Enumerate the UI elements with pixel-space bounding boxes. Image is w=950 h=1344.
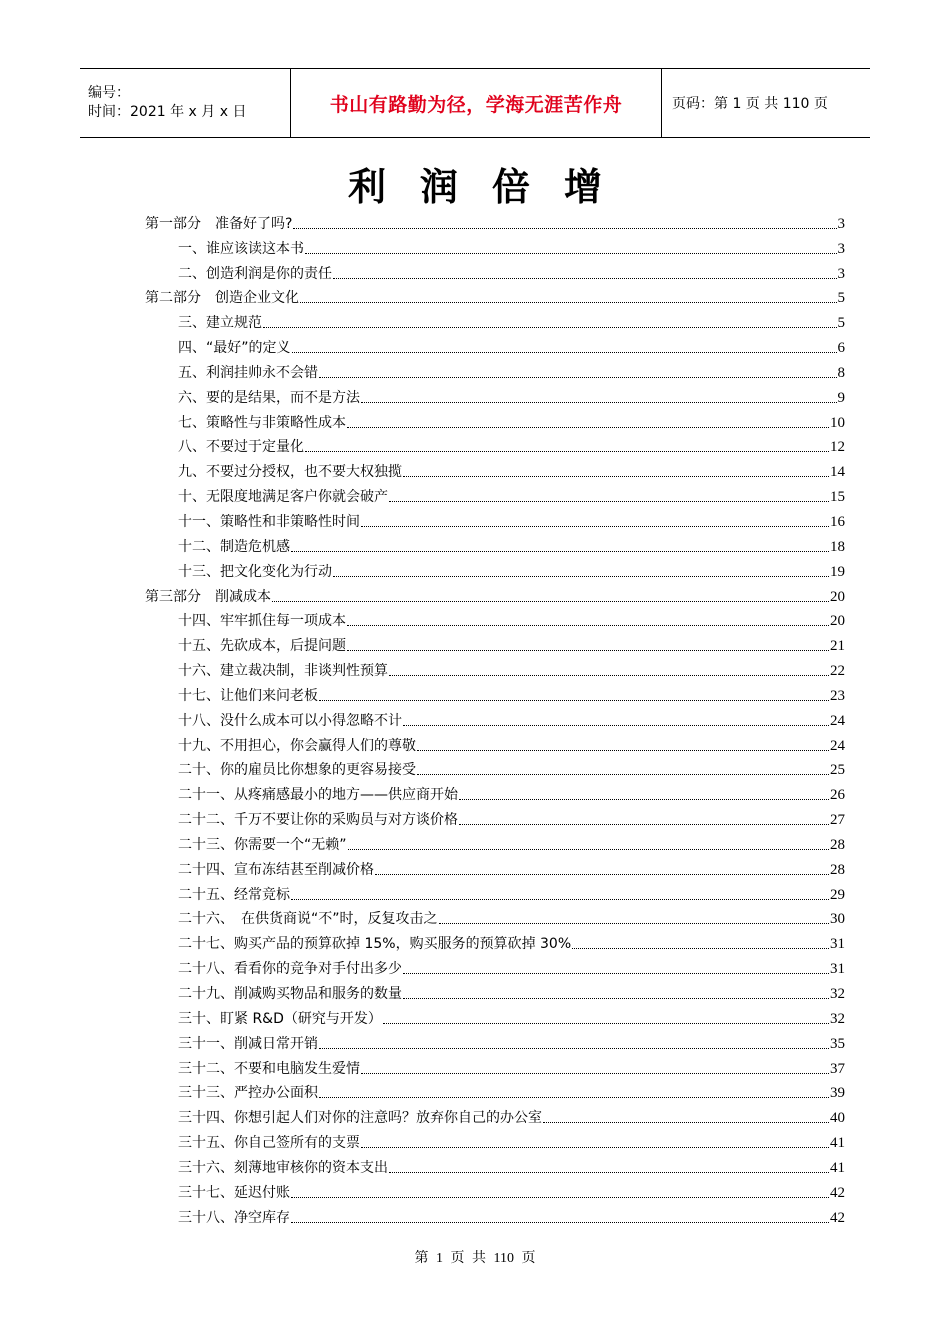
toc-entry-page: 35 [830, 1035, 845, 1052]
toc-entry-page: 42 [830, 1209, 845, 1226]
toc-entry-page: 14 [830, 464, 845, 481]
toc-dot-leader [403, 724, 829, 726]
toc-dot-leader [333, 575, 829, 577]
toc-entry-page: 12 [830, 439, 845, 456]
toc-entry-label: 二十八、看看你的竞争对手付出多少 [178, 961, 402, 978]
toc-chapter-row[interactable] [145, 357, 845, 382]
toc-entry-page: 25 [830, 762, 845, 779]
toc-chapter-row[interactable] [145, 1177, 845, 1202]
toc-entry-label: 十二、制造危机感 [178, 538, 290, 555]
toc-dot-leader [543, 1121, 829, 1123]
toc-entry-label: 三十三、严控办公面积 [178, 1085, 318, 1102]
toc-entry-label: 三十四、你想引起人们对你的注意吗？放弃你自己的办公室 [178, 1110, 542, 1127]
toc-entry-label: 七、策略性与非策略性成本 [178, 414, 346, 431]
toc-entry-page: 6 [837, 340, 845, 357]
toc-entry-label: 四、“最好”的定义 [178, 340, 291, 357]
toc-entry-label: 十七、让他们来问老板 [178, 687, 318, 704]
toc-entry-label: 十六、建立裁决制，非谈判性预算 [178, 663, 388, 680]
toc-entry-page: 26 [830, 787, 845, 804]
toc-dot-leader [361, 401, 837, 403]
toc-dot-leader [459, 823, 829, 825]
toc-entry-label: 二十四、宣布冻结甚至削减价格 [178, 861, 374, 878]
toc-entry-label: 二十五、经常竞标 [178, 886, 290, 903]
toc-entry-label: 九、不要过分授权，也不要大权独揽 [178, 464, 402, 481]
toc-entry-page: 29 [830, 886, 845, 903]
toc-part-row[interactable] [145, 283, 845, 308]
toc-chapter-row[interactable] [145, 829, 845, 854]
toc-dot-leader [403, 972, 829, 974]
toc-chapter-row[interactable] [145, 531, 845, 556]
toc-chapter-row[interactable] [145, 332, 845, 357]
toc-entry-page: 21 [830, 638, 845, 655]
toc-dot-leader [272, 600, 829, 602]
header-page-cell [662, 69, 870, 137]
toc-entry-page: 5 [837, 290, 845, 307]
toc-entry-page: 22 [830, 663, 845, 680]
toc-entry-page: 8 [837, 364, 845, 381]
toc-chapter-row[interactable] [145, 755, 845, 780]
toc-entry-label: 二十、你的雇员比你想象的更容易接受 [178, 762, 416, 779]
toc-entry-page: 9 [837, 389, 845, 406]
toc-dot-leader [459, 798, 829, 800]
toc-dot-leader [347, 426, 829, 428]
toc-chapter-row[interactable] [145, 1152, 845, 1177]
toc-dot-leader [347, 624, 829, 626]
toc-dot-leader [383, 1022, 829, 1024]
toc-entry-page: 27 [830, 812, 845, 829]
toc-entry-label: 第三部分 削减成本 [145, 588, 271, 605]
toc-entry-page: 31 [830, 961, 845, 978]
time-label: 时间：2021 年 x 月 x 日 [88, 104, 247, 120]
toc-chapter-row[interactable] [145, 879, 845, 904]
toc-dot-leader [319, 1096, 829, 1098]
toc-entry-page: 18 [830, 538, 845, 555]
toc-part-row[interactable] [145, 208, 845, 233]
toc-chapter-row[interactable] [145, 456, 845, 481]
toc-chapter-row[interactable] [145, 1053, 845, 1078]
toc-chapter-row[interactable] [145, 928, 845, 953]
toc-entry-label: 十八、没什么成本可以小得忽略不计 [178, 712, 402, 729]
toc-chapter-row[interactable] [145, 1003, 845, 1028]
toc-dot-leader [333, 277, 837, 279]
toc-dot-leader [291, 550, 829, 552]
toc-chapter-row[interactable] [145, 1102, 845, 1127]
toc-entry-label: 二十七、购买产品的预算砍掉 15%，购买服务的预算砍掉 30% [178, 936, 572, 953]
toc-entry-page: 20 [830, 588, 845, 605]
toc-chapter-row[interactable] [145, 1078, 845, 1103]
toc-entry-page: 24 [830, 712, 845, 729]
toc-entry-label: 三十、盯紧 R&D（研究与开发） [178, 1010, 382, 1027]
toc-entry-page: 32 [830, 986, 845, 1002]
toc-chapter-row[interactable] [145, 779, 845, 804]
toc-part-row[interactable] [145, 581, 845, 606]
toc-dot-leader [389, 500, 829, 502]
toc-entry-label: 二十九、削减购买物品和服务的数量 [178, 986, 402, 1002]
toc-entry-label: 二十六、 在供货商说“不”时，反复攻击之 [178, 911, 438, 928]
toc-entry-label: 第二部分 创造企业文化 [145, 290, 299, 307]
toc-entry-page: 28 [830, 861, 845, 878]
toc-dot-leader [361, 525, 829, 527]
toc-dot-leader [361, 1146, 829, 1148]
toc-chapter-row[interactable] [145, 1127, 845, 1152]
toc-dot-leader [403, 475, 829, 477]
toc-dot-leader [319, 699, 829, 701]
toc-chapter-row[interactable] [145, 804, 845, 829]
toc-dot-leader [292, 351, 837, 353]
toc-entry-label: 十三、把文化变化为行动 [178, 563, 332, 580]
toc-entry-label: 三十五、你自己签所有的支票 [178, 1135, 360, 1152]
toc-chapter-row[interactable] [145, 953, 845, 978]
toc-entry-label: 三十七、延迟付账 [178, 1184, 290, 1201]
toc-entry-label: 三十二、不要和电脑发生爱情 [178, 1060, 360, 1077]
toc-dot-leader [439, 922, 829, 924]
toc-chapter-row[interactable] [145, 680, 845, 705]
toc-entry-label: 二十三、你需要一个“无赖” [178, 836, 347, 853]
toc-dot-leader [319, 376, 837, 378]
toc-dot-leader [572, 947, 829, 949]
toc-entry-page: 41 [830, 1135, 845, 1152]
toc-dot-leader [305, 252, 837, 254]
toc-chapter-row[interactable] [145, 978, 845, 1003]
toc-chapter-row[interactable] [145, 258, 845, 283]
toc-entry-page: 30 [830, 911, 845, 928]
number-label: 编号： [88, 85, 130, 101]
toc-chapter-row[interactable] [145, 307, 845, 332]
toc-entry-label: 三十六、刻薄地审核你的资本支出 [178, 1159, 388, 1176]
toc-entry-page: 28 [830, 836, 845, 853]
toc-entry-page: 3 [837, 215, 845, 232]
toc-entry-page: 20 [830, 613, 845, 630]
toc-entry-label: 第一部分 准备好了吗? [145, 215, 293, 232]
toc-entry-page: 32 [830, 1010, 845, 1027]
toc-chapter-row[interactable] [145, 506, 845, 531]
toc-dot-leader [319, 1047, 829, 1049]
toc-dot-leader [361, 1072, 829, 1074]
toc-chapter-row[interactable] [145, 382, 845, 407]
toc-chapter-row[interactable] [145, 630, 845, 655]
toc-entry-label: 二十二、千万不要让你的采购员与对方谈价格 [178, 812, 458, 829]
toc-entry-page: 3 [837, 240, 845, 257]
toc-chapter-row[interactable] [145, 705, 845, 730]
toc-entry-label: 五、利润挂帅永不会错 [178, 364, 318, 381]
toc-chapter-row[interactable] [145, 730, 845, 755]
toc-entry-page: 5 [837, 315, 845, 332]
toc-dot-leader [348, 848, 829, 850]
toc-dot-leader [263, 326, 837, 328]
toc-entry-label: 二十一、从疼痛感最小的地方——供应商开始 [178, 787, 458, 804]
toc-dot-leader [403, 997, 829, 999]
toc-dot-leader [291, 1196, 829, 1198]
toc-entry-page: 23 [830, 687, 845, 704]
toc-entry-label: 三十一、削减日常开销 [178, 1035, 318, 1052]
toc-chapter-row[interactable] [145, 904, 845, 929]
toc-chapter-row[interactable] [145, 1028, 845, 1053]
toc-entry-page: 40 [830, 1110, 845, 1127]
toc-entry-page: 41 [830, 1159, 845, 1176]
toc-dot-leader [305, 450, 829, 452]
toc-dot-leader [389, 674, 829, 676]
toc-dot-leader [417, 749, 829, 751]
toc-entry-label: 八、不要过于定量化 [178, 439, 304, 456]
toc-entry-label: 六、要的是结果，而不是方法 [178, 389, 360, 406]
toc-entry-page: 39 [830, 1085, 845, 1102]
toc-chapter-row[interactable] [145, 481, 845, 506]
toc-entry-page: 19 [830, 563, 845, 580]
toc-entry-label: 十九、不用担心，你会赢得人们的尊敬 [178, 737, 416, 754]
document-title: 利润倍增 [347, 165, 636, 209]
header-motto-cell [290, 69, 662, 137]
table-of-contents [145, 208, 845, 1227]
header-page-info: 页码：第 1 页 共 110 页 [672, 96, 828, 112]
toc-chapter-row[interactable] [145, 854, 845, 879]
toc-dot-leader [347, 649, 829, 651]
toc-chapter-row[interactable] [145, 1202, 845, 1227]
toc-chapter-row[interactable] [145, 556, 845, 581]
toc-chapter-row[interactable] [145, 432, 845, 457]
toc-entry-page: 42 [830, 1184, 845, 1201]
toc-dot-leader [300, 301, 837, 303]
toc-dot-leader [375, 873, 829, 875]
toc-entry-page: 10 [830, 414, 845, 431]
toc-chapter-row[interactable] [145, 606, 845, 631]
toc-entry-page: 37 [830, 1060, 845, 1077]
toc-dot-leader [291, 1221, 829, 1223]
toc-entry-page: 16 [830, 513, 845, 530]
toc-entry-page: 24 [830, 737, 845, 754]
toc-entry-label: 三十八、净空库存 [178, 1209, 290, 1226]
toc-chapter-row[interactable] [145, 407, 845, 432]
toc-entry-page: 31 [830, 936, 845, 953]
toc-entry-label: 一、谁应该读这本书 [178, 240, 304, 257]
toc-dot-leader [389, 1171, 829, 1173]
header-motto: 书山有路勤为径，学海无涯苦作舟 [329, 93, 623, 116]
header-meta [80, 69, 290, 137]
toc-chapter-row[interactable] [145, 233, 845, 258]
toc-dot-leader [417, 773, 829, 775]
page-footer: 第 1 页 共 110 页 [414, 1251, 536, 1266]
toc-dot-leader [291, 898, 829, 900]
toc-chapter-row[interactable] [145, 655, 845, 680]
document-header [80, 68, 870, 138]
toc-dot-leader [293, 227, 836, 229]
toc-entry-label: 十、无限度地满足客户你就会破产 [178, 489, 388, 506]
toc-entry-label: 十四、牢牢抓住每一项成本 [178, 613, 346, 630]
toc-entry-label: 二、创造利润是你的责任 [178, 265, 332, 282]
toc-entry-label: 十一、策略性和非策略性时间 [178, 513, 360, 530]
toc-entry-page: 15 [830, 489, 845, 506]
toc-entry-label: 十五、先砍成本，后提问题 [178, 638, 346, 655]
toc-entry-page: 3 [837, 265, 845, 282]
toc-entry-label: 三、建立规范 [178, 315, 262, 332]
